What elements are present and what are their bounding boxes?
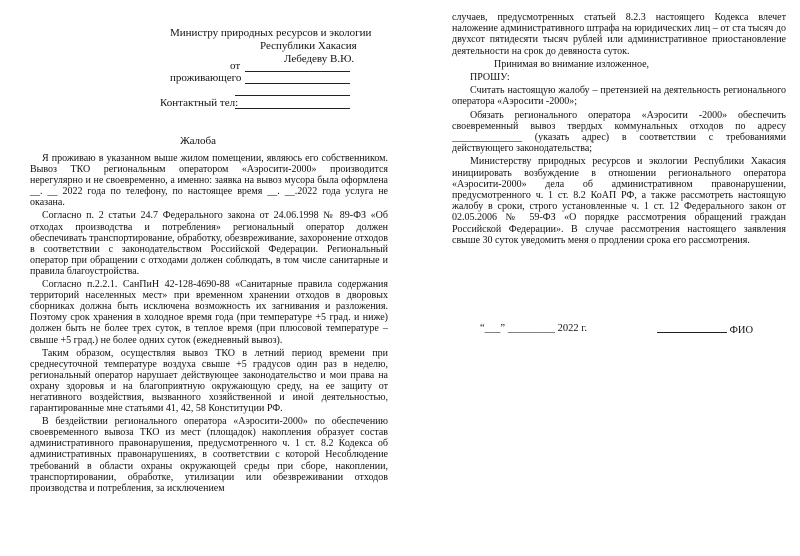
addressee-line-3: Лебедеву В.Ю. — [284, 53, 355, 65]
left-body-text — [30, 153, 388, 495]
signature-date: “___” _________ 2022 г. — [480, 323, 587, 334]
document-title: Жалоба — [180, 135, 217, 147]
paragraph: Согласно п. 2 статьи 24.7 Федерального закона от 24.06.1998 № 89-ФЗ «Об отходах производства и потребления» региональный оператор должен обеспечивать транспортирование, обработку, обезвреживание, захоронение отходов в соответствии с законодательством Российской Федерации. Региональный оператор при обращении с отходами должен соблюдать, в том числе санитарные и правила благоустройства. — [30, 210, 388, 277]
paragraph: Таким образом, осуществляя вывоз ТКО в летний период времени при среднесуточной температуре воздуха свыше +5 градусов один раз в неделю, региональный оператор нарушает действующее законодательство и мои права на охрану здоровья и на благоприятную окружающую среду, на ее защиту от негативного воздействия, вызванного хозяйственной и иной деятельностью, гарантированные мне статьями 41, 42, 58 Конституции РФ. — [30, 347, 388, 415]
request-heading: ПРОШУ: — [470, 72, 510, 84]
from-label: от — [230, 60, 241, 72]
paragraph: Министерству природных ресурсов и экологии Республики Хакасия инициировать возбуждение в отношении регионального оператора «Аэросити-2000» дела об административном правонарушении, предусмотренного ч. 1 ст. 8.2 КоАП РФ, а также рассмотреть настоящую жалобу в сроки, строго установленные ч. 1 ст. 12 Федерального закон от 02.05.2006 № 59-ФЗ «О порядке рассмотрения обращений граждан Российской Федерации». В случае рассмотрения настоящего заявления свыше 30 суток уведомить меня о продлении срока его рассмотрения. — [452, 156, 786, 246]
signature-fio — [657, 323, 753, 336]
right-body-text — [452, 12, 786, 248]
paragraph: случаев, предусмотренных статьей 8.2.3 настоящего Кодекса влечет наложение административного штрафа на юридических лиц – от ста тысяч до двухсот пятидесяти тысяч рублей или административное приостановление деятельности на срок до девяноста суток. — [452, 12, 786, 57]
paragraph: Считать настоящую жалобу – претензией на деятельность регионального оператора «Аэросити -2000»; — [452, 85, 786, 108]
paragraph: Я проживаю в указанном выше жилом помещении, являюсь его собственником. Вывоз ТКО региональным оператором «Аэросити-2000» производится нерегулярно и не своевременно, а именно: заявка на вывоз мусора была оформлена __. __ 2022 года по телефону, по настоящее время __. __.2022 года услуга не оказана. — [30, 153, 388, 209]
phone-field — [30, 97, 388, 111]
addressee-line-2: Республики Хакасия — [260, 40, 357, 52]
paragraph: Принимая во внимание изложенное, — [494, 58, 650, 70]
fio-label: ФИО — [729, 325, 754, 336]
paragraph: Обязать регионального оператора «Аэросити -2000» обеспечить своевременный вывоз твердых коммунальных отходов по адресу ______________ (указать адрес) в соответствии с требованиями действующего законодательства; — [452, 109, 786, 155]
residing-label: проживающего — [170, 72, 242, 84]
phone-label: Контактный тел: — [160, 97, 239, 109]
paragraph: В бездействии регионального оператора «Аэросити-2000» по обеспечению своевременного вывоза ТКО из мест (площадок) накопления образует состав административного правонарушения, предусмотренного ч. 1 ст. 8.2 Кодекса об административных правонарушениях, в соответствии с которой Несоблюдение требований в области охраны окружающей среды при сборе, накоплении, транспортировании, обработке, утилизации или обезвреживании отходов производства и потребления, за исключением — [30, 416, 388, 494]
paragraph: Согласно п.2.2.1. СанПиН 42-128-4690-88 «Санитарные правила содержания территорий населенных мест» при временном хранении отходов в дворовых сборниках должна быть исключена возможность их загнивания и разложения. Поэтому срок хранения в холодное время года (при температуре +5 град. и ниже) должен быть не более трех суток, в теплое время (при плюсовой температуре – свыше +5 град.) не более одних суток (ежедневный вывоз). — [30, 279, 388, 346]
address-field — [30, 84, 388, 98]
address-blank-line — [235, 95, 350, 96]
phone-blank-line — [235, 108, 350, 109]
addressee-line-1: Министру природных ресурсов и экологии — [170, 27, 372, 39]
signature-blank-line — [657, 323, 727, 333]
